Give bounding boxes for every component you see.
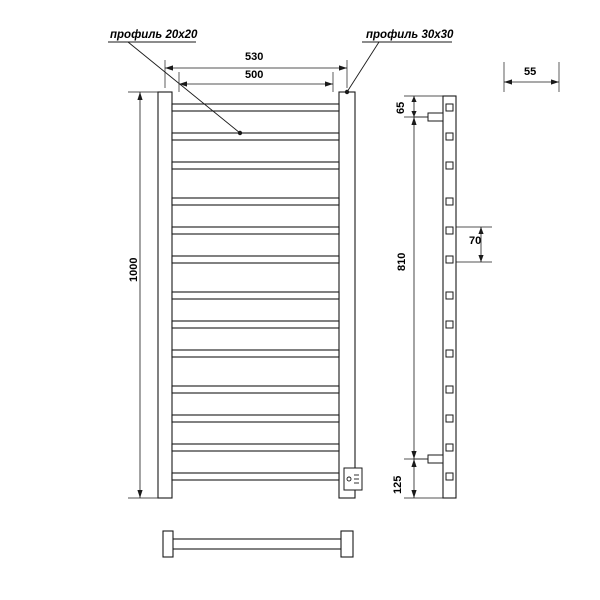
dimension-500: 500 <box>245 69 264 81</box>
callout-profile-20x20: профиль 20x20 <box>110 29 198 41</box>
bracket-top <box>428 113 443 121</box>
dimension-810: 810 <box>396 252 408 271</box>
plan-bar <box>170 539 343 549</box>
dimension-70: 70 <box>469 235 482 247</box>
plan-right-end <box>341 531 353 557</box>
right-post <box>339 92 355 498</box>
left-post <box>158 92 172 498</box>
plan-left-end <box>163 531 173 557</box>
leader-30x30 <box>347 42 379 92</box>
dimension-530: 530 <box>245 51 264 63</box>
dimension-1000: 1000 <box>128 257 140 282</box>
leader-20x20 <box>128 42 240 133</box>
dimension-55: 55 <box>524 66 537 78</box>
dimension-125: 125 <box>392 475 404 494</box>
rungs <box>172 104 339 480</box>
dimension-65: 65 <box>395 101 407 114</box>
bracket-bottom <box>428 455 443 463</box>
callout-profile-30x30: профиль 30x30 <box>366 29 454 41</box>
